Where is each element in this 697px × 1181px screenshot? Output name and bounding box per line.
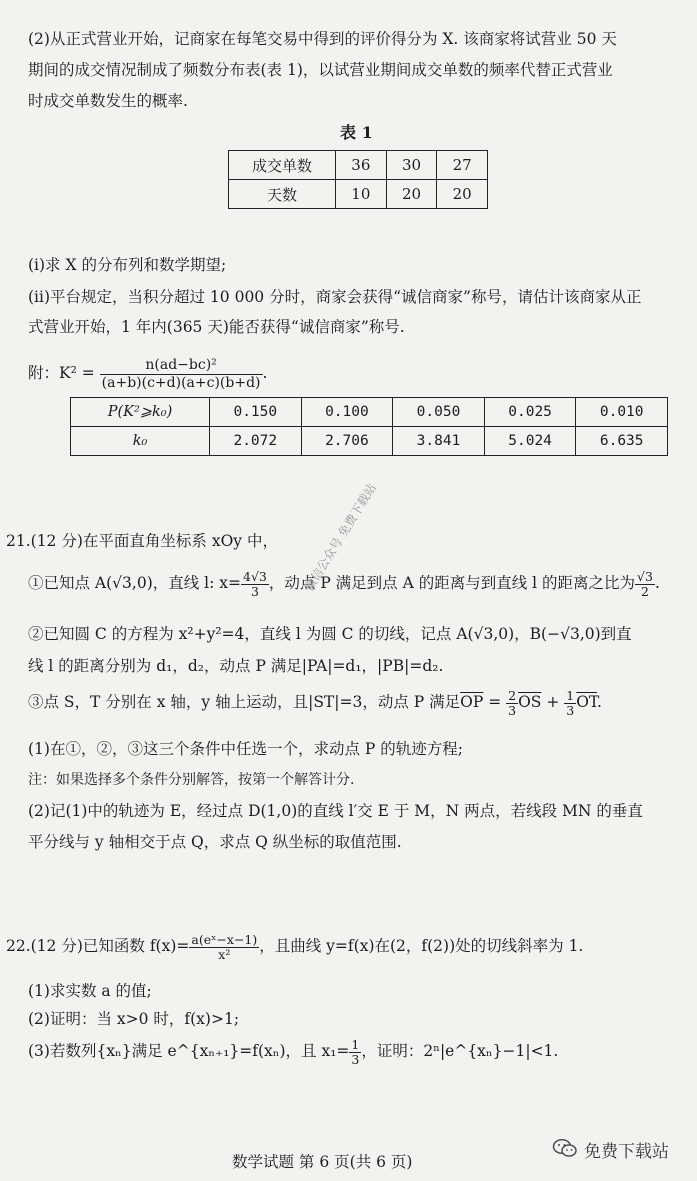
table-cell: 0.050 <box>393 398 485 427</box>
table-row <box>71 398 668 427</box>
fraction <box>635 570 655 599</box>
fraction <box>506 689 518 718</box>
fraction-denominator: 3 <box>566 702 575 718</box>
frequency-table <box>228 150 488 209</box>
table-cell: 0.100 <box>301 398 393 427</box>
appendix-formula <box>28 353 267 393</box>
vector-op: $\overline{OP}$ <box>460 693 484 711</box>
fraction-denominator: 3 <box>508 702 517 718</box>
formula-numerator: n(ad−bc)² <box>100 357 263 375</box>
q21-condition-2-line1: ②已知圆 C 的方程为 x²+y²=4，直线 l 为圆 C 的切线，记点 A(√3,0)，B(−√3,0)到直 <box>28 625 632 643</box>
q21-condition-1 <box>28 566 660 600</box>
row-label: 成交单数 <box>229 151 336 180</box>
q21-title: 21.(12 分)在平面直角坐标系 xOy 中， <box>6 532 278 550</box>
table-row <box>229 151 488 180</box>
page-footer: 数学试题 第 6 页(共 6 页) <box>232 1153 413 1171</box>
table-cell: 27 <box>437 151 488 180</box>
condition-text: = <box>483 693 507 711</box>
formula-suffix: . <box>262 364 268 382</box>
fraction-numerator: 1 <box>566 687 575 703</box>
table-cell: 0.010 <box>576 398 668 427</box>
table-cell: 10 <box>336 180 387 209</box>
row-label: 天数 <box>229 180 336 209</box>
q22-part1: (1)求实数 a 的值; <box>28 982 152 1000</box>
table-cell: 36 <box>336 151 387 180</box>
question-text: (3)若数列{xₙ}满足 e^{xₙ₊₁}=f(xₙ)，且 x₁= <box>28 1042 350 1060</box>
fraction-numerator: a(eˣ−x−1) <box>191 931 258 947</box>
watermark-text: 免费下载站 <box>584 1142 669 1162</box>
fraction <box>241 570 269 599</box>
condition-text: ，动点 P 满足到点 A 的距离与到直线 l 的距离之比为 <box>268 574 636 592</box>
table-cell: 0.150 <box>210 398 302 427</box>
critical-value-table <box>70 397 668 456</box>
fraction-numerator: 2 <box>508 687 517 703</box>
fraction-numerator: 1 <box>351 1036 360 1052</box>
fraction-denominator: 3 <box>250 583 259 599</box>
condition-text: ③点 S，T 分别在 x 轴，y 轴上运动，且|ST|=3，动点 P 满足 <box>28 693 461 711</box>
question-text: 22.(12 分)已知函数 f(x)= <box>6 937 190 955</box>
row-label: P(K²⩾k₀) <box>71 398 210 427</box>
wechat-icon <box>552 1138 578 1158</box>
table-cell: 30 <box>386 151 437 180</box>
condition-text: . <box>654 574 660 592</box>
q22-title <box>6 928 583 964</box>
condition-text: . <box>596 693 602 711</box>
fraction <box>349 1038 361 1067</box>
q22-part2: (2)证明：当 x>0 时，f(x)>1; <box>28 1010 240 1028</box>
row-label: k₀ <box>71 427 210 456</box>
sub-question-ii-line2: 式营业开始，1 年内(365 天)能否获得“诚信商家”称号. <box>28 318 405 336</box>
fraction-denominator: x² <box>218 946 231 962</box>
q22-part3 <box>28 1034 558 1068</box>
part2-line1: (2)从正式营业开始，记商家在每笔交易中得到的评价得分为 X. 该商家将试营业 50 天 <box>28 30 617 48</box>
question-text: ，且曲线 y=f(x)在(2，f(2))处的切线斜率为 1. <box>259 937 584 955</box>
fraction-numerator: √3 <box>637 568 653 584</box>
q21-condition-3 <box>28 685 602 719</box>
q21-note: 注：如果选择多个条件分别解答，按第一个解答计分. <box>28 772 355 788</box>
question-text: ，证明：2ⁿ|e^{xₙ}−1|<1. <box>361 1042 559 1060</box>
fraction-denominator: 2 <box>641 583 649 599</box>
table-cell: 20 <box>437 180 488 209</box>
table-cell: 6.635 <box>576 427 668 456</box>
table-cell: 2.072 <box>210 427 302 456</box>
table-cell: 5.024 <box>484 427 576 456</box>
fraction <box>564 689 576 718</box>
sub-question-ii-line1: (ⅱ)平台规定，当积分超过 10 000 分时，商家会获得“诚信商家”称号，请估计该商家从正 <box>28 288 642 306</box>
part2-line2: 期间的成交情况制成了频数分布表(表 1)，以试营业期间成交单数的频率代替正式营业 <box>28 61 613 79</box>
sub-question-i: (ⅰ)求 X 的分布列和数学期望; <box>28 256 227 274</box>
formula-fraction <box>100 357 263 392</box>
part2-line3: 时成交单数发生的概率. <box>28 92 188 110</box>
condition-text: ①已知点 A(√3,0)，直线 l: x= <box>28 574 242 592</box>
table-cell: 2.706 <box>301 427 393 456</box>
watermark-stamp: 微信公众号 免费下载站 <box>301 481 380 594</box>
table-row <box>229 180 488 209</box>
table-row <box>71 427 668 456</box>
fraction-denominator: 3 <box>351 1051 360 1067</box>
table-cell: 20 <box>386 180 437 209</box>
table1-caption: 表 1 <box>340 123 373 142</box>
q21-part2-line1: (2)记(1)中的轨迹为 E，经过点 D(1,0)的直线 l′交 E 于 M，N 两点，若线段 MN 的垂直 <box>28 802 643 820</box>
formula-denominator: (a+b)(c+d)(a+c)(b+d) <box>101 374 261 391</box>
fraction <box>189 933 259 962</box>
condition-text: + <box>541 693 565 711</box>
fraction-numerator: 4√3 <box>243 568 267 584</box>
formula-prefix: 附：K² = <box>28 364 95 382</box>
table-cell: 0.025 <box>484 398 576 427</box>
q21-part2-line2: 平分线与 y 轴相交于点 Q，求点 Q 纵坐标的取值范围. <box>28 833 402 851</box>
vector-os: $\overline{OS}$ <box>518 693 542 711</box>
q21-condition-2-line2: 线 l 的距离分别为 d₁，d₂，动点 P 满足|PA|=d₁，|PB|=d₂. <box>28 657 444 675</box>
table-cell: 3.841 <box>393 427 485 456</box>
vector-ot: $\overline{OT}$ <box>576 693 597 711</box>
q21-part1: (1)在①，②，③这三个条件中任选一个，求动点 P 的轨迹方程; <box>28 740 463 758</box>
